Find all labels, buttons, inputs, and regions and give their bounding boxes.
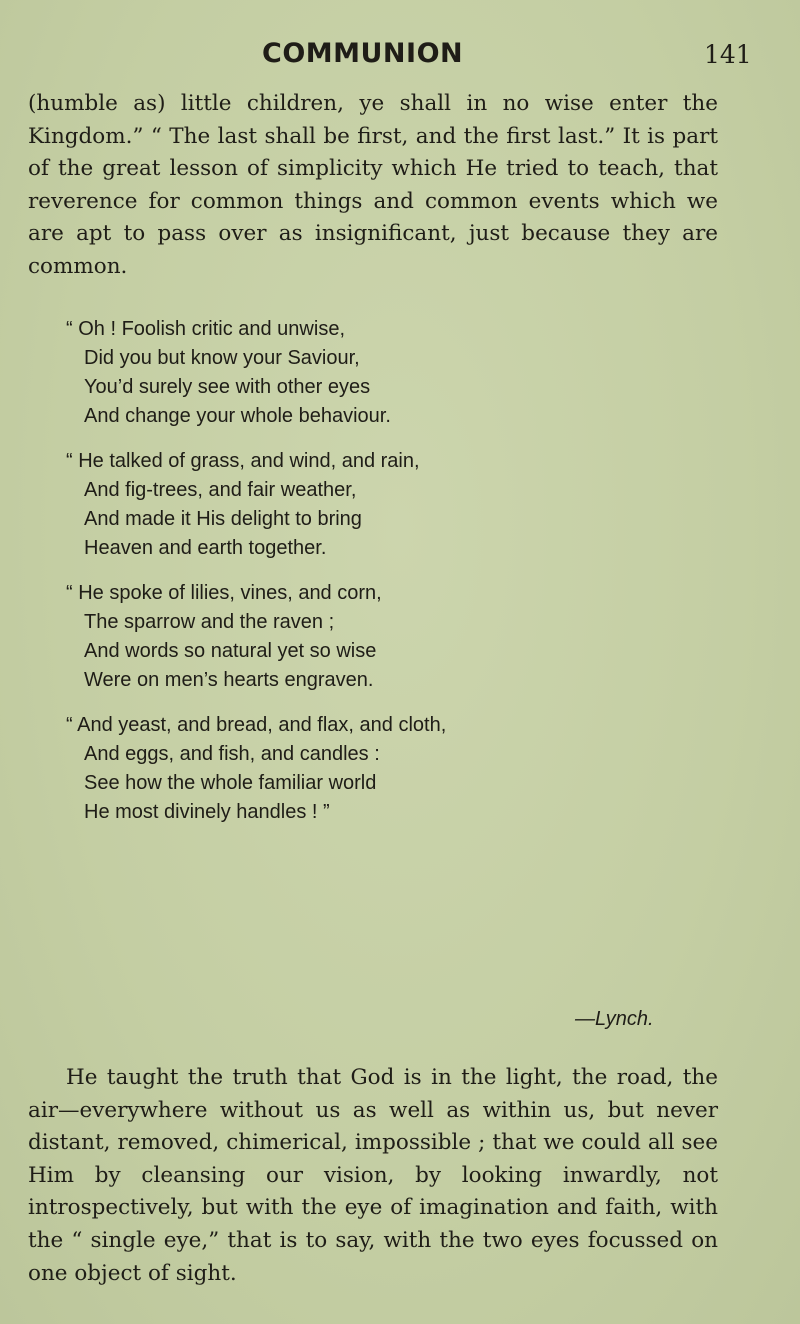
poem-stanza [66, 579, 716, 695]
poem-line: Were on men’s hearts engraven. [84, 669, 374, 691]
poem [66, 315, 716, 843]
poem-line: “ He spoke of lilies, vines, and corn, [66, 582, 382, 604]
poem-line: “ He talked of grass, and wind, and rain, [66, 450, 420, 472]
poem-line: And eggs, and fish, and candles : [84, 743, 380, 765]
poem-line: “ And yeast, and bread, and flax, and cloth, [66, 714, 447, 736]
poem-attribution: —Lynch. [575, 1008, 654, 1030]
paragraph-text: (humble as) little children, ye shall in no wise enter the Kingdom.” “ The last shall be first, and the first last.” It is part of the great lesson of simplicity which He tried to teach, that reverence for common things and common events which we are apt to pass over as insignificant, just because they are common. [28, 91, 718, 279]
paragraph-text: He taught the truth that God is in the light, the road, the air—everywhere without us as well as within us, but never distant, removed, chimerical, impossible ; that we could all see Him by cleansing our vision, by looking inwardly, not introspectively, but with the eye of imagination and faith, with the “ single eye,” that is to say, with the two eyes focussed on one object of sight. [28, 1065, 718, 1286]
poem-line: And made it His delight to bring [84, 508, 362, 530]
poem-line: Heaven and earth together. [84, 537, 327, 559]
paragraph-intro [28, 88, 718, 284]
poem-stanza [66, 315, 716, 431]
page-number: 141 [704, 40, 752, 69]
poem-line: And fig-trees, and fair weather, [84, 479, 357, 501]
poem-line: The sparrow and the raven ; [84, 611, 335, 633]
paragraph-closing [28, 1062, 718, 1290]
poem-line: See how the whole familiar world [84, 772, 377, 794]
poem-line: And change your whole behaviour. [84, 405, 391, 427]
poem-stanza [66, 711, 716, 827]
poem-line: Did you but know your Saviour, [84, 347, 360, 369]
poem-line: You’d surely see with other eyes [84, 376, 371, 398]
poem-line: He most divinely handles ! ” [84, 801, 330, 823]
poem-line: And words so natural yet so wise [84, 640, 377, 662]
poem-line: “ Oh ! Foolish critic and unwise, [66, 318, 345, 340]
poem-stanza [66, 447, 716, 563]
running-title: COMMUNION [262, 38, 464, 69]
page-header [0, 38, 800, 78]
